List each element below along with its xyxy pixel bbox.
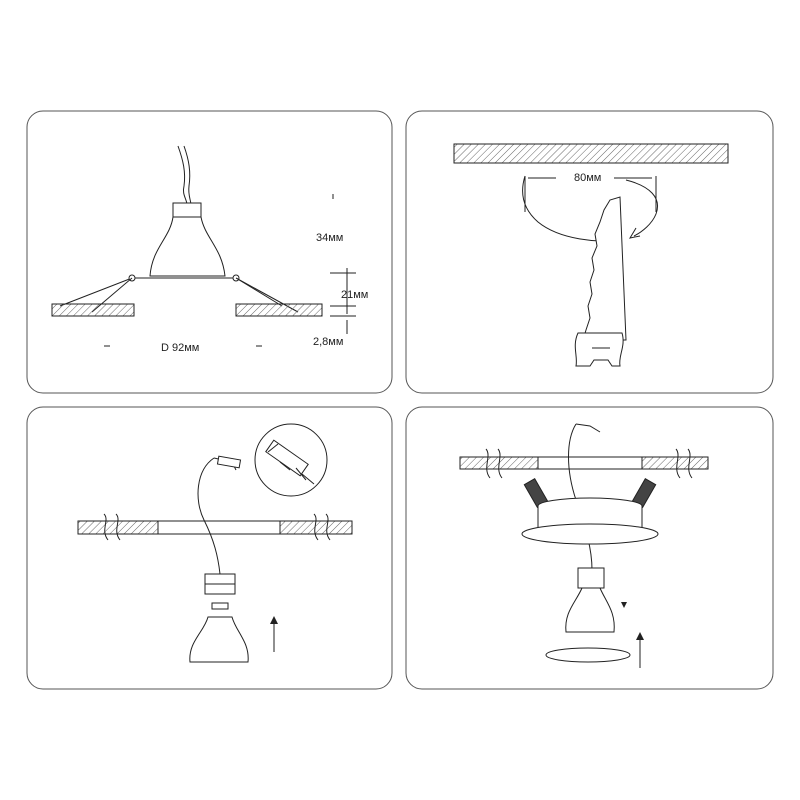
lamp-pins <box>212 603 228 609</box>
fixture-flange <box>522 524 658 544</box>
panel-dimensions <box>27 111 392 393</box>
ceiling-board <box>454 144 728 163</box>
lamp-socket <box>578 568 604 588</box>
ceiling-opening <box>158 521 280 534</box>
ceiling-board-right <box>236 304 322 316</box>
lamp-socket <box>173 203 201 217</box>
ceiling-board-right <box>642 457 708 469</box>
ceiling-board-left <box>52 304 134 316</box>
panel-connect-wiring <box>27 407 392 689</box>
trim-ring <box>546 648 630 662</box>
ceiling-opening <box>538 457 642 469</box>
dimension-diameter-label: D 92мм <box>161 342 200 354</box>
cutout-diameter-label: 80мм <box>574 172 602 184</box>
dimension-cutout-depth-label: 21мм <box>341 289 369 301</box>
dimension-flange-label: 2,8мм <box>313 336 344 348</box>
panel-install-fixture <box>406 407 773 689</box>
panel-cut-hole <box>406 111 773 393</box>
dimension-height-label: 34мм <box>316 232 344 244</box>
